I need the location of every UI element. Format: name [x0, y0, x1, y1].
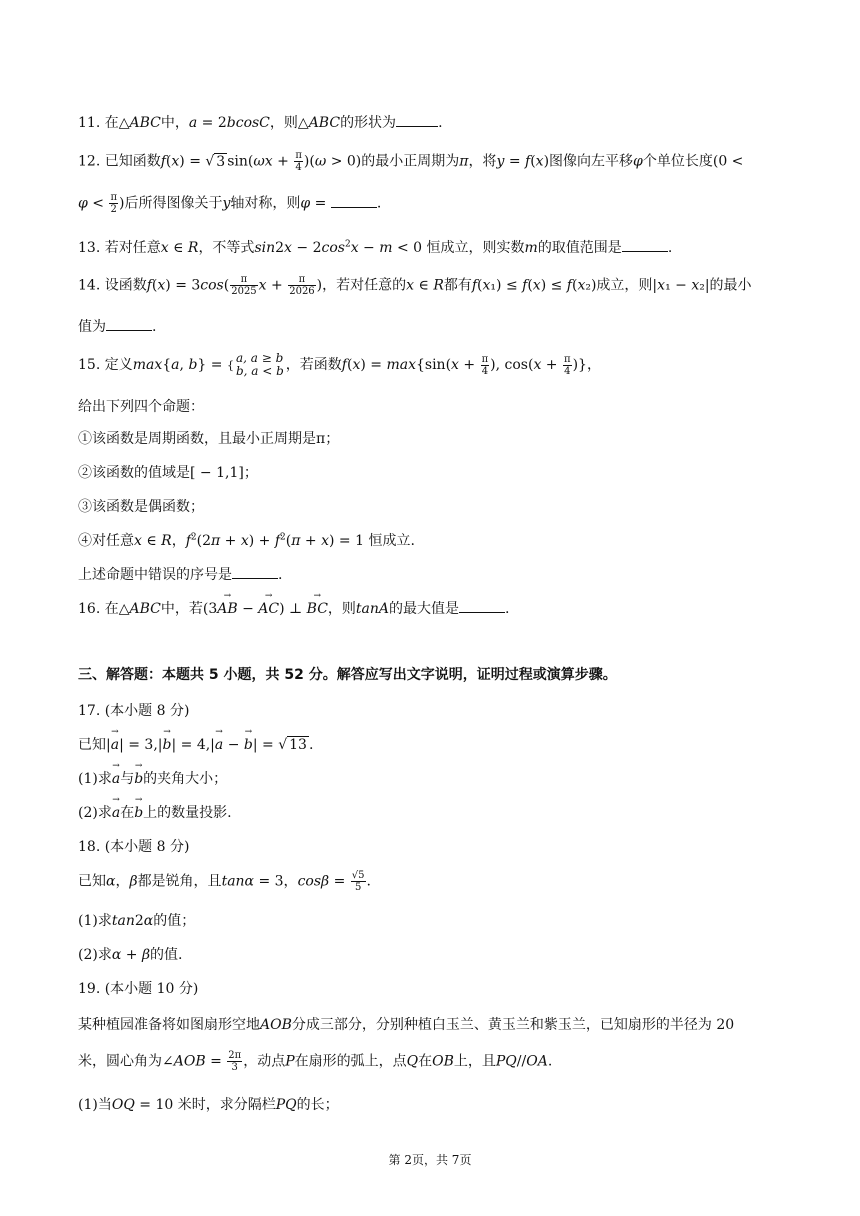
question-17-part-2: (2)求→ a在→ b上的数量投影. — [78, 802, 788, 822]
question-15-intro: 给出下列四个命题： — [78, 399, 204, 415]
question-15-item-1: ①该函数是周期函数，且最小正周期是π； — [78, 431, 340, 447]
question-18-head: 18. (本小题 8 分) — [78, 839, 190, 855]
question-15-item-2: ②该函数的值域是[ − 1,1]； — [78, 465, 258, 481]
question-15-definition: 15. 定义max{a, b} = { a, a ≥ b b, a < b ，若函数f(x) = max{sin(x + $\frac{\pi}{4}$ ), cos(x + $\frac{\pi}{4}$ )}， — [78, 351, 601, 378]
question-16: 16. 在△ABC中，若(3→ AB − → AC) ⊥ → BC，则tanA的最大值是 . — [78, 598, 788, 618]
page-footer: 第 2页，共 7页 — [388, 1153, 472, 1167]
question-14-line-2: 值为 . — [78, 319, 157, 335]
question-17-head: 17. (本小题 8 分) — [78, 703, 190, 719]
question-18-part-1: (1)求tan2α的值； — [78, 913, 196, 929]
question-15-item-3: ③该函数是偶函数； — [78, 499, 204, 515]
question-15-ask: 上述命题中错误的序号是 . — [78, 567, 283, 583]
question-12-line-2: φ < $\frac{\pi}{2}$ )后所得图像关于y轴对称，则φ = . — [78, 192, 382, 215]
question-13: 13. 若对任意x ∈ R，不等式$\sin 2x - 2\cos^2x - m < 0$ 恒成立，则实数m的取值范围是 . — [78, 239, 673, 256]
question-18-given: 已知α，β都是锐角，且tanα = 3，cosβ = $\frac{√5}{5}$ . — [78, 870, 371, 893]
question-14-line-1: 14. 设函数f(x) = 3cos( $\frac{\pi}{2025}$ x + $\frac{\pi}{2026}$ )，若对任意的x ∈ R都有f(x₁) ≤ f(x) ≤ f(x₂)成立，则|x₁ − x₂|的最小 — [78, 274, 752, 297]
question-17-part-1: (1)求→ a与→ b的夹角大小； — [78, 768, 788, 788]
question-19-head: 19. (本小题 10 分) — [78, 981, 199, 997]
question-15-item-4: ④对任意x ∈ R，$f^2(2\pi + x) + f^2(\pi + x) = 1$ 恒成立. — [78, 532, 415, 549]
question-12-line-1: 12. 已知函数f(x) = √ 3 sin(ωx + $\frac{\pi}{4}$ )(ω > 0)的最小正周期为π，将y = f(x)图像向左平移φ个单位长度(0 < — [78, 150, 744, 173]
section-3-title: 三、解答题：本题共 5 小题，共 52 分。解答应写出文字说明，证明过程或演算步骤。 — [78, 667, 617, 683]
question-19-line-1: 某种植园准备将如图扇形空地AOB分成三部分，分别种植白玉兰、黄玉兰和紫玉兰，已知扇形的半径为 20 — [78, 1017, 735, 1033]
question-17-given: 已知|→ a| = 3,|→ b| = 4,|→ a − → b| = √ 13 . — [78, 734, 788, 754]
question-19-line-2: 米，圆心角为∠AOB = $\frac{2\pi}{3}$ ，动点P在扇形的弧上，点Q在OB上，且PQ//OA. — [78, 1050, 553, 1073]
question-19-part-1: (1)当OQ = 10 米时，求分隔栏PQ的长； — [78, 1097, 339, 1113]
question-18-part-2: (2)求α + β的值. — [78, 947, 183, 963]
question-11: 11. 在△ABC中，a = 2bcosC，则△ABC的形状为 . — [78, 115, 443, 131]
